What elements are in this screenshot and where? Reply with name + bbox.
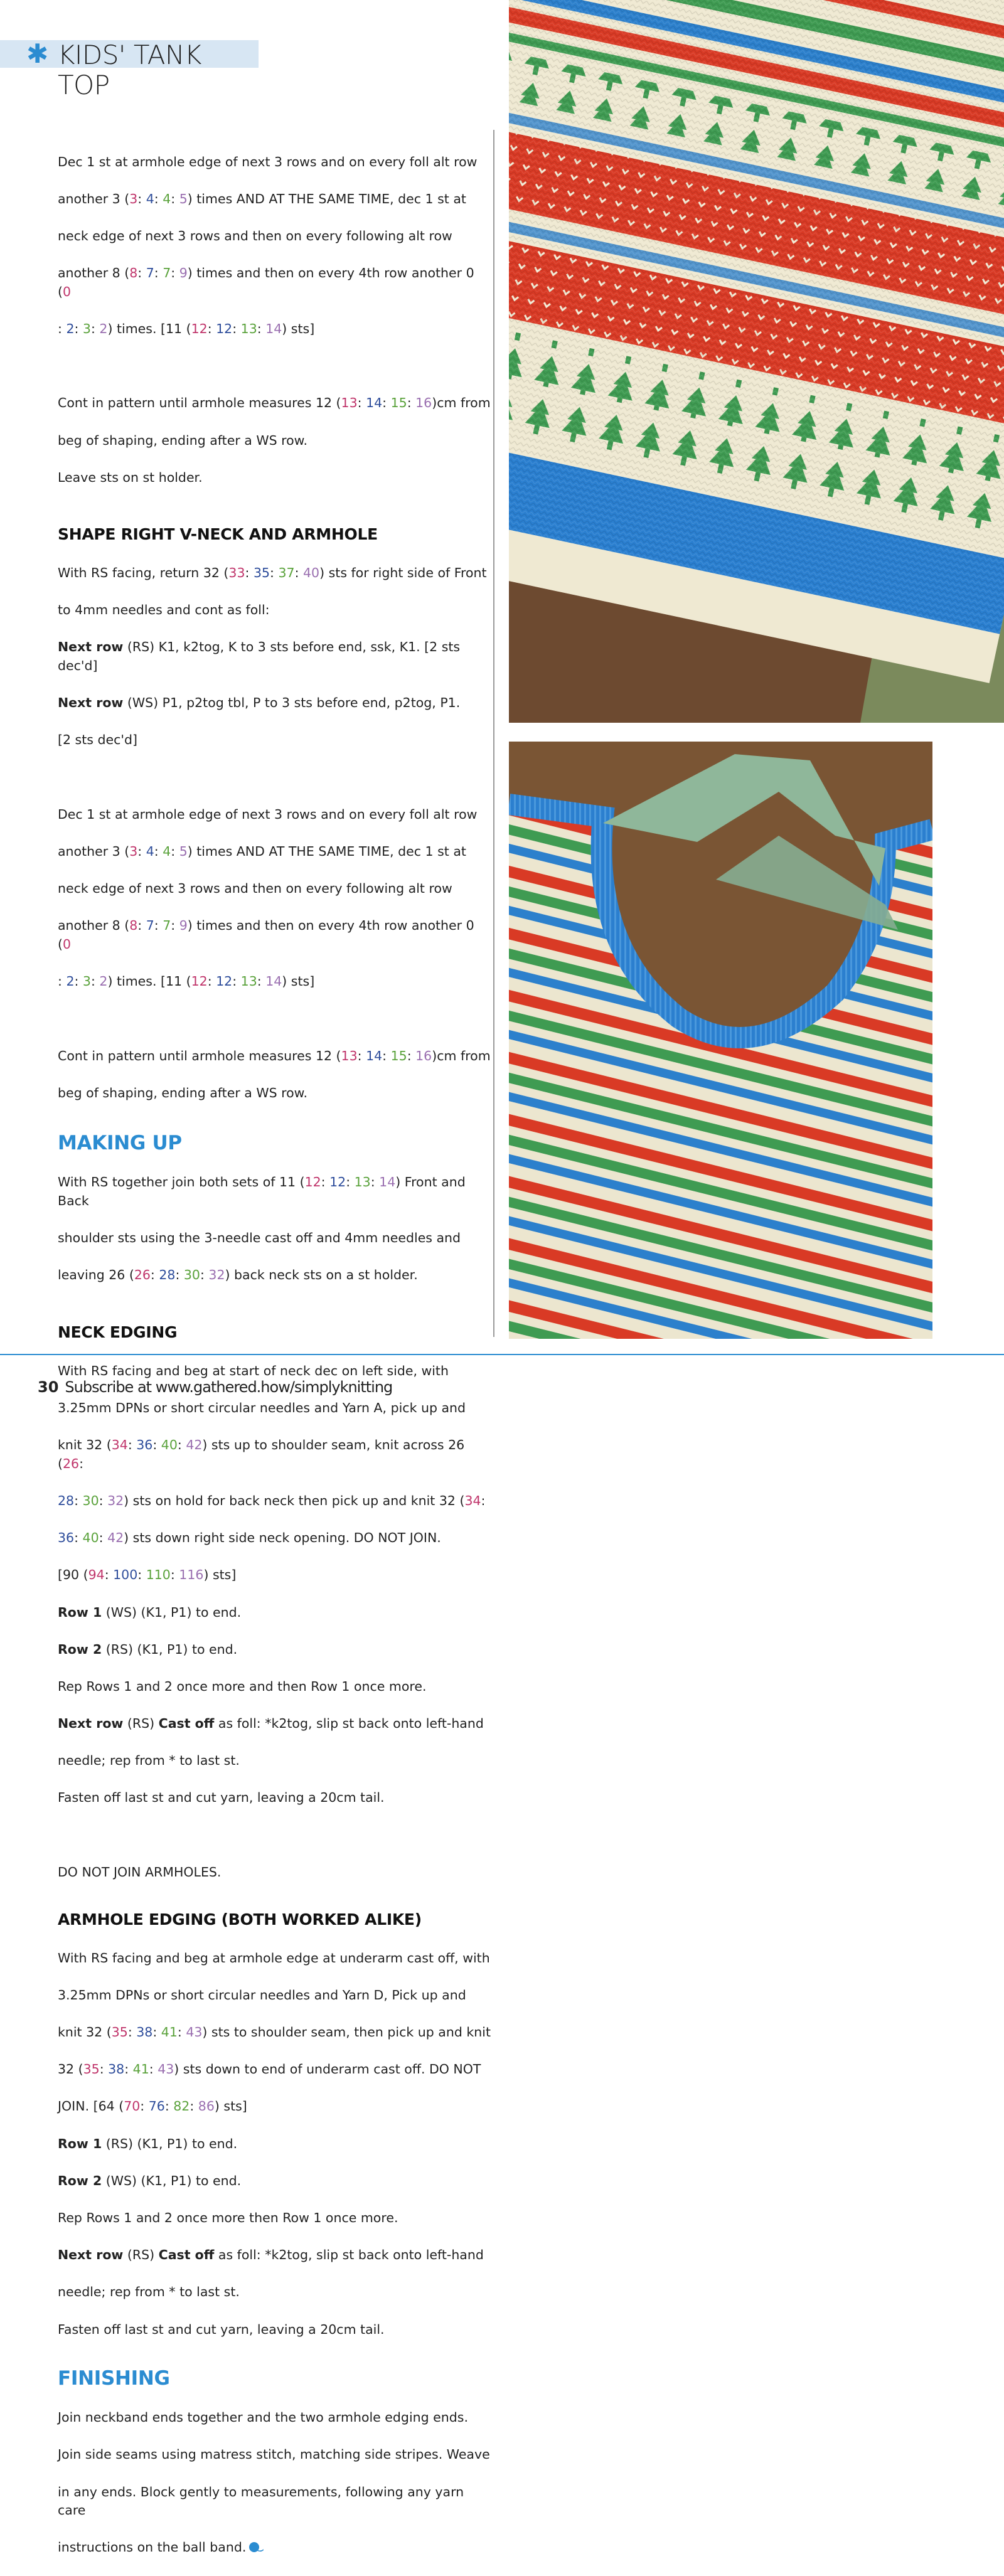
text-line: Cont in pattern until armhole measures 12 (13: 14: 15: 16)cm from	[58, 1048, 491, 1063]
text-line: knit 32 (34: 36: 40: 42) sts up to shoulder seam, knit across 26 (26:	[58, 1437, 465, 1471]
text-line: [2 sts dec'd]	[58, 732, 138, 748]
photo-fair-isle-detail	[509, 0, 1004, 723]
text-line: Row 1 (WS) (K1, P1) to end.	[58, 1604, 242, 1620]
text-line: Fasten off last st and cut yarn, leaving a 20cm tail.	[58, 2321, 385, 2337]
page-title: KIDS' TANK TOP	[58, 40, 201, 100]
text-line: another 8 (8: 7: 7: 9) times and then on every 4th row another 0 (0	[58, 918, 474, 952]
heading-armhole-edging: ARMHOLE EDGING (BOTH WORKED ALIKE)	[58, 1910, 422, 1929]
text-line: With RS facing and beg at armhole edge at underarm cast off, with	[58, 1950, 490, 1966]
text-line: Rep Rows 1 and 2 once more then Row 1 once more.	[58, 2210, 398, 2225]
text-line: With RS facing, return 32 (33: 35: 37: 40) sts for right side of Front	[58, 565, 487, 581]
text-line: Dec 1 st at armhole edge of next 3 rows and on every foll alt row	[58, 154, 478, 169]
text-line: in any ends. Block gently to measurements, following any yarn care	[58, 2484, 464, 2518]
paragraph-left-neck-decreases	[58, 134, 491, 357]
text-line: another 3 (3: 4: 4: 5) times AND AT THE SAME TIME, dec 1 st at	[58, 191, 466, 206]
paragraph-making-up	[58, 1155, 491, 1304]
paragraph-right-neck-decreases	[58, 787, 491, 1009]
text-line: Join neckband ends together and the two armhole edging ends.	[58, 2410, 468, 2425]
paragraph-neck-edging	[58, 1343, 491, 1826]
text-line: Fasten off last st and cut yarn, leaving a 20cm tail.	[58, 1790, 385, 1806]
text-line: shoulder sts using the 3-needle cast off and 4mm needles and	[58, 1230, 461, 1246]
text-line: Cont in pattern until armhole measures 12 (13: 14: 15: 16)cm from	[58, 395, 491, 411]
text-line: Next row (RS) Cast off as foll: *k2tog, slip st back onto left-hand	[58, 1716, 484, 1732]
text-line: another 8 (8: 7: 7: 9) times and then on every 4th row another 0 (0	[58, 265, 474, 299]
subscribe-link[interactable]: Subscribe at www.gathered.how/simplyknitting	[65, 1378, 393, 1396]
text-line: Next row (RS) K1, k2tog, K to 3 sts before end, ssk, K1. [2 sts dec'd]	[58, 639, 461, 674]
text-line: Next row (RS) Cast off as foll: *k2tog, slip st back onto left-hand	[58, 2247, 484, 2263]
text-line: beg of shaping, ending after a WS row.	[58, 1085, 308, 1100]
paragraph-continue-pattern-2	[58, 1028, 491, 1121]
heading-finishing: FINISHING	[58, 2366, 170, 2390]
text-line: neck edge of next 3 rows and then on every following alt row	[58, 881, 452, 897]
yarn-ball-end-icon	[248, 2541, 264, 2553]
column-divider	[493, 130, 494, 1337]
text-line: : 2: 3: 2) times. [11 (12: 12: 13: 14) sts]	[58, 974, 315, 989]
heading-shape-right-v-neck: SHAPE RIGHT V-NECK AND ARMHOLE	[58, 525, 378, 544]
text-line: 36: 40: 42) sts down right side neck opening. DO NOT JOIN.	[58, 1530, 441, 1546]
text-line: leaving 26 (26: 28: 30: 32) back neck sts on a st holder.	[58, 1267, 418, 1283]
text-line: With RS facing and beg at start of neck dec on left side, with	[58, 1363, 449, 1378]
footer-divider	[0, 1354, 1004, 1355]
text-line: 3.25mm DPNs or short circular needles and Yarn A, pick up and	[58, 1400, 466, 1415]
text-line: knit 32 (35: 38: 41: 43) sts to shoulder seam, then pick up and knit	[58, 2025, 491, 2040]
text-line: JOIN. [64 (70: 76: 82: 86) sts]	[58, 2099, 247, 2114]
paragraph-shape-right-v-neck	[58, 545, 491, 768]
photo-tank-top-hanger	[509, 742, 932, 1339]
text-line: With RS together join both sets of 11 (12: 12: 13: 14) Front and Back	[58, 1174, 466, 1209]
text-line: [90 (94: 100: 110: 116) sts]	[58, 1567, 237, 1583]
text-line: Rep Rows 1 and 2 once more and then Row 1 once more.	[58, 1678, 427, 1694]
text-line: : 2: 3: 2) times. [11 (12: 12: 13: 14) sts]	[58, 321, 315, 336]
text-line: 3.25mm DPNs or short circular needles and Yarn D, Pick up and	[58, 1987, 466, 2003]
page-footer	[38, 1378, 392, 1397]
asterisk-flower-icon: ✱	[26, 38, 49, 69]
paragraph-finishing	[58, 2390, 491, 2576]
fair-isle-knit-image	[509, 0, 1004, 723]
heading-making-up: MAKING UP	[58, 1131, 182, 1154]
text-line: to 4mm needles and cont as foll:	[58, 602, 270, 618]
text-line: needle; rep from * to last st.	[58, 2284, 240, 2300]
text-line: 28: 30: 32) sts on hold for back neck then pick up and knit 32 (34:	[58, 1493, 486, 1508]
page-header	[0, 38, 259, 100]
text-line: Row 2 (WS) (K1, P1) to end.	[58, 2173, 242, 2188]
text-line: Dec 1 st at armhole edge of next 3 rows and on every foll alt row	[58, 806, 478, 822]
text-line: instructions on the ball band.	[58, 2538, 491, 2557]
text-line: Row 1 (RS) (K1, P1) to end.	[58, 2136, 238, 2151]
text-line: DO NOT JOIN ARMHOLES.	[58, 1864, 222, 1880]
text-line: another 3 (3: 4: 4: 5) times AND AT THE SAME TIME, dec 1 st at	[58, 843, 466, 859]
text-line: Next row (WS) P1, p2tog tbl, P to 3 sts before end, p2tog, P1.	[58, 695, 461, 711]
text-line: Row 2 (RS) (K1, P1) to end.	[58, 1641, 238, 1657]
text-line: Leave sts on st holder.	[58, 469, 203, 485]
paragraph-do-not-join	[58, 1844, 491, 1900]
paragraph-continue-pattern	[58, 376, 491, 506]
tank-top-on-hanger-image	[509, 742, 932, 1339]
heading-neck-edging: NECK EDGING	[58, 1323, 178, 1342]
text-line: Join side seams using matress stitch, matching side stripes. Weave	[58, 2447, 490, 2462]
text-line: neck edge of next 3 rows and then on every following alt row	[58, 228, 452, 243]
paragraph-armhole-edging	[58, 1930, 491, 2358]
text-line: needle; rep from * to last st.	[58, 1753, 240, 1769]
page-number: 30	[38, 1378, 59, 1396]
text-line: 32 (35: 38: 41: 43) sts down to end of underarm cast off. DO NOT	[58, 2062, 481, 2077]
text-line: beg of shaping, ending after a WS row.	[58, 432, 308, 448]
